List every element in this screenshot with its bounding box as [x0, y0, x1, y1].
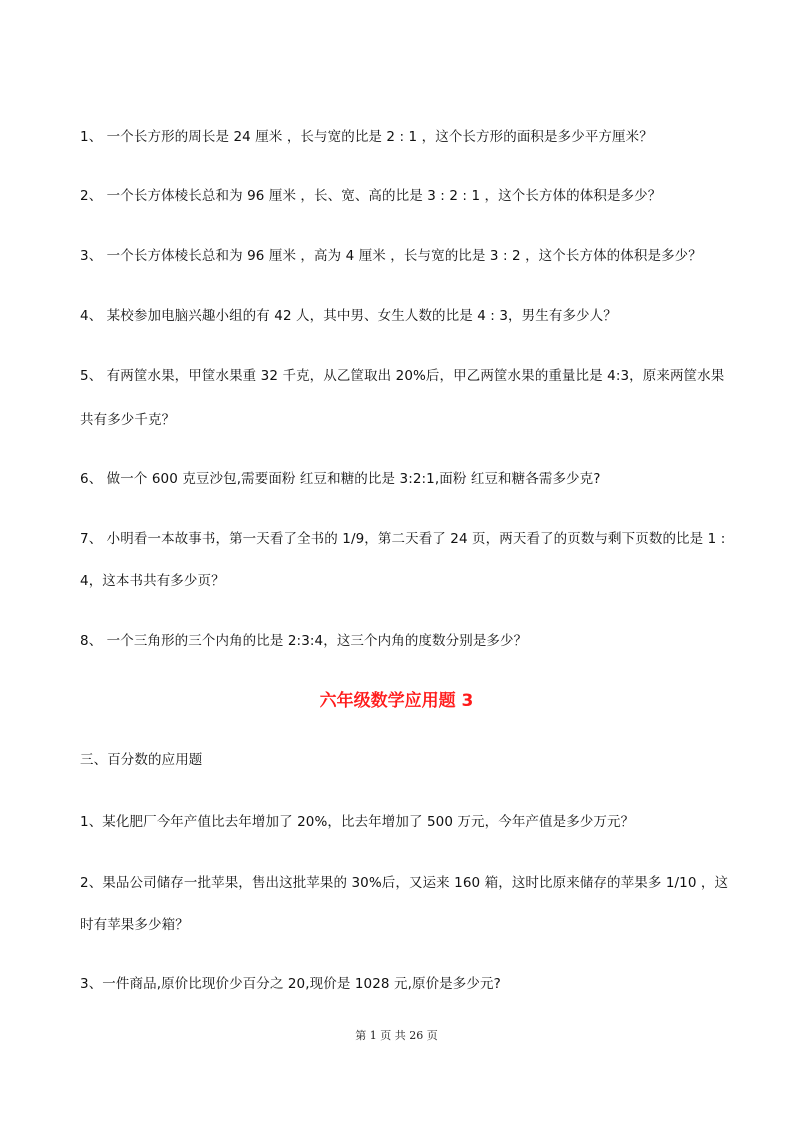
line-4: 4、 某校参加电脑兴趣小组的有 42 人，其中男、女生人数的比是 4 : 3，男生有多少人？ [80, 308, 617, 324]
line-3: 3、 一个长方体棱长总和为 96 厘米 ，高为 4 厘米 ，长与宽的比是 3 : 2 ，这个长方体的体积是多少？ [80, 248, 702, 264]
line-2: 2、 一个长方体棱长总和为 96 厘米 ，长、宽、高的比是 3 : 2 : 1 ，这个长方体的体积是多少？ [80, 188, 662, 204]
pct-line-3: 3、一件商品,原价比现价少百分之 20,现价是 1028 元,原价是多少元? [80, 976, 501, 992]
line-5a: 5、 有两筐水果，甲筐水果重 32 千克，从乙筐取出 20%后，甲乙两筐水果的重量比是 4:3，原来两筐水果 [80, 368, 725, 384]
line-6: 6、 做一个 600 克豆沙包,需要面粉 红豆和糖的比是 3:2:1,面粉 红豆和糖各需多少克? [80, 471, 601, 487]
line-7a: 7、 小明看一本故事书，第一天看了全书的 1/9，第二天看了 24 页，两天看了的页数与剩下页数的比是 1 : [80, 531, 726, 547]
line-1: 1、 一个长方形的周长是 24 厘米 ，长与宽的比是 2 : 1 ，这个长方形的面积是多少平方厘米？ [80, 129, 653, 145]
line-5b: 共有多少千克？ [80, 412, 176, 428]
page-footer: 第 1 页 共 26 页 [355, 1029, 438, 1042]
pct-line-2b: 时有苹果多少箱？ [80, 917, 189, 933]
line-7b: 4，这本书共有多少页？ [80, 573, 225, 589]
line-8: 8、 一个三角形的三个内角的比是 2:3:4，这三个内角的度数分别是多少？ [80, 633, 528, 649]
section-heading: 三、百分数的应用题 [80, 752, 203, 768]
pct-line-2a: 2、果品公司储存一批苹果，售出这批苹果的 30%后，又运来 160 箱，这时比原来储存的苹果多 1/10 ，这 [80, 875, 729, 891]
pct-line-1: 1、某化肥厂今年产值比去年增加了 20%，比去年增加了 500 万元，今年产值是多少万元？ [80, 814, 635, 830]
section-title: 六年级数学应用题 3 [319, 691, 474, 711]
